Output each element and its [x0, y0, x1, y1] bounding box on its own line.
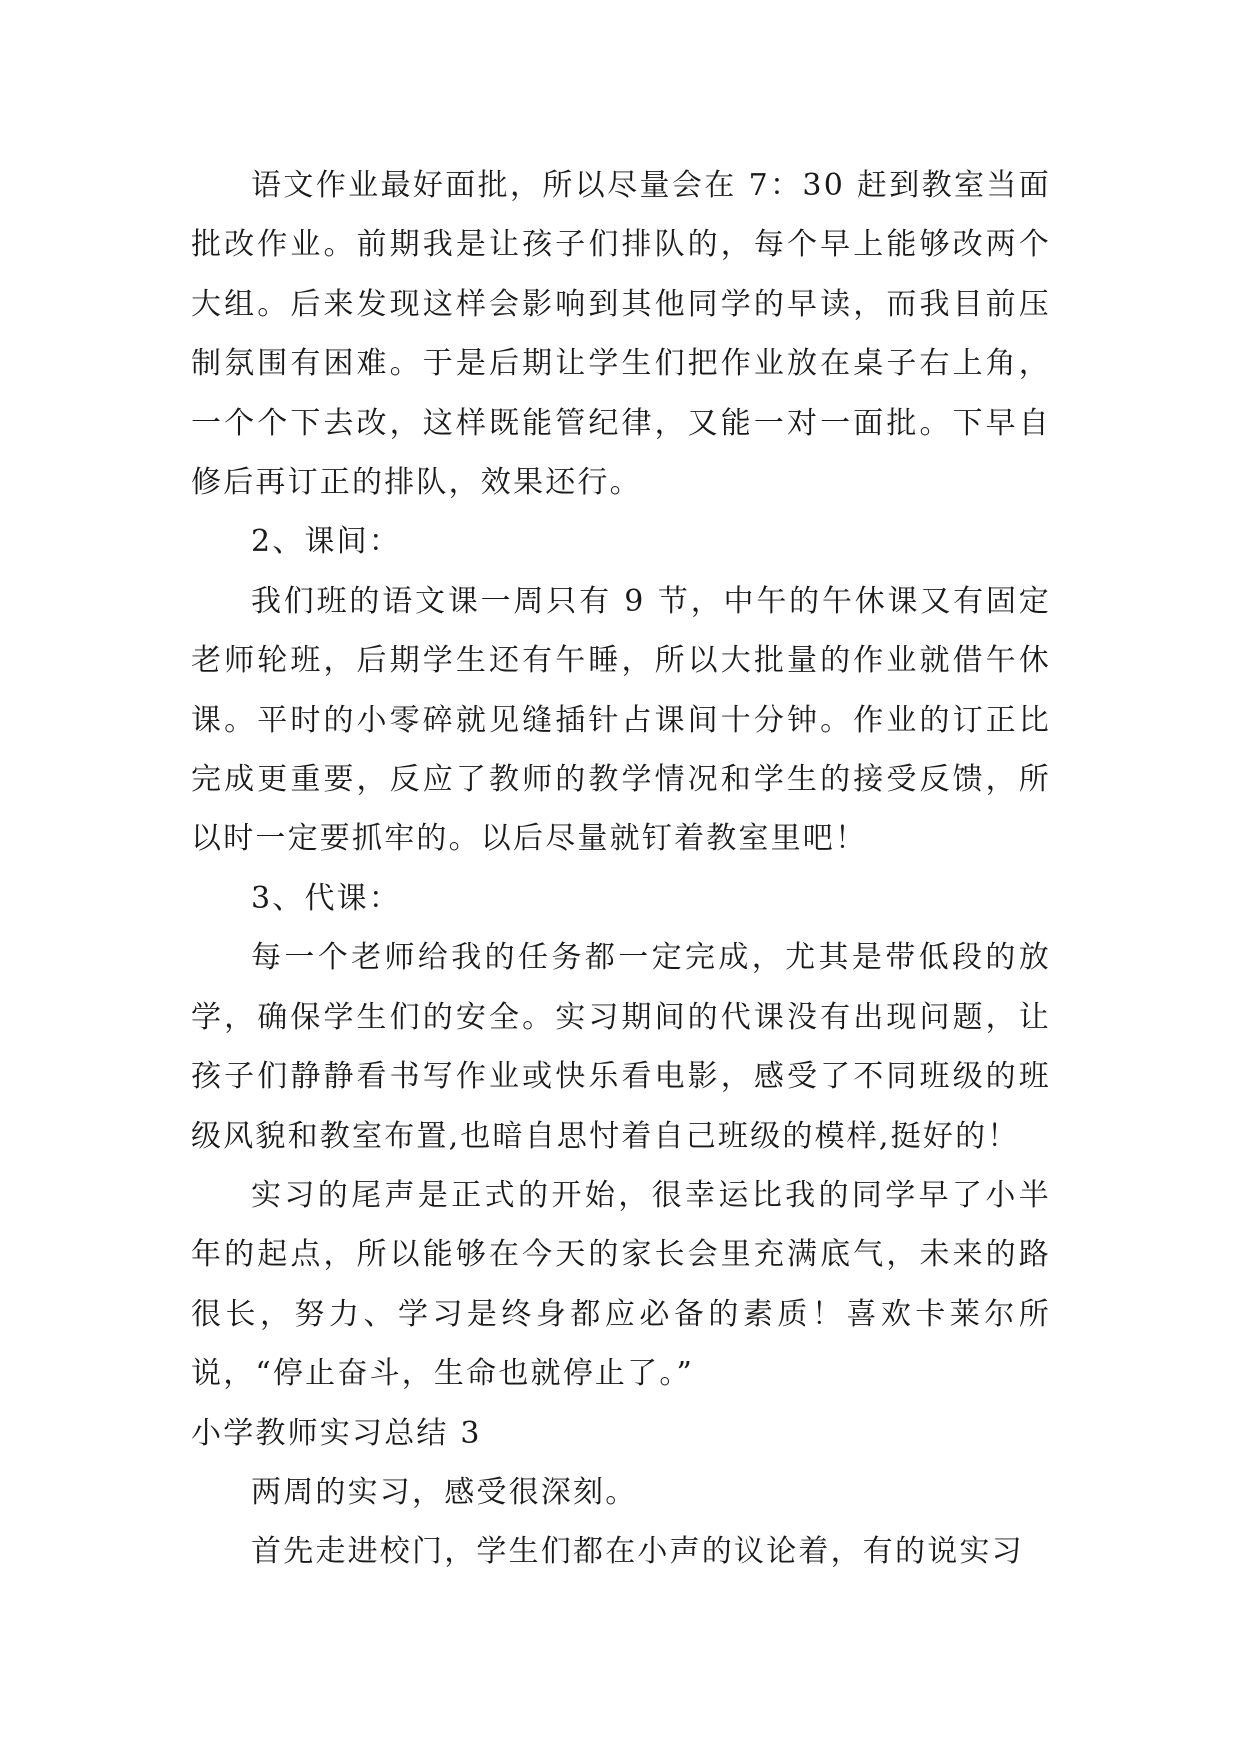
paragraph-break-time: 我们班的语文课一周只有 9 节，中午的午休课又有固定老师轮班，后期学生还有午睡，所以大批量的作业就借午休课。平时的小零碎就见缝插针占课间十分钟。作业的订正比完成更重要，反应了教师的教学情况和学生的接受反馈，所以时一定要抓牢的。以后尽量就钉着教室里吧！: [191, 583, 1051, 857]
paragraph-substitute-teaching: 每一个老师给我的任务都一定完成，尤其是带低段的放学，确保学生们的安全。实习期间的代课没有出现问题，让孩子们静静看书写作业或快乐看电影，感受了不同班级的班级风貌和教室布置,也暗自思忖着自己班级的模样,挺好的！: [191, 940, 1051, 1154]
paragraph-entering-school: 首先走进校门，学生们都在小声的议论着，有的说实习: [251, 1534, 1024, 1570]
document-title-summary-3: 小学教师实习总结 3: [191, 1415, 482, 1451]
paragraph-homework-review: 语文作业最好面批，所以尽量会在 7：30 赶到教室当面批改作业。前期我是让孩子们排队的，每个早上能够改两个大组。后来发现这样会影响到其他同学的早读，而我目前压制氛围有困难。于是后期让学生们把作业放在桌子右上角，一个个下去改，这样既能管纪律，又能一对一面批。下早自修后再订正的排队，效果还行。: [191, 168, 1051, 501]
section-heading-substitute: 3、代课：: [251, 880, 402, 916]
section-heading-break: 2、课间：: [251, 524, 402, 560]
paragraph-two-weeks: 两周的实习，感受很深刻。: [251, 1474, 638, 1510]
paragraph-conclusion: 实习的尾声是正式的开始，很幸运比我的同学早了小半年的起点，所以能够在今天的家长会里充满底气，未来的路很长，努力、学习是终身都应必备的素质！喜欢卡莱尔所说，“停止奋斗，生命也就停止了。”: [191, 1177, 1051, 1392]
document-body: [191, 156, 1051, 1582]
